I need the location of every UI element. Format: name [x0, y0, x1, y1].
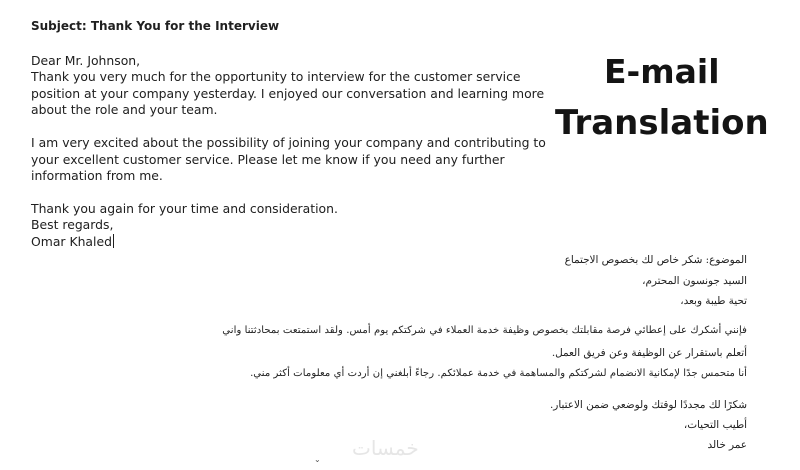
arabic-closing-line: شكرًا لك مجددًا لوقتك ولوضعي ضمن الاعتبار. — [550, 399, 747, 411]
arabic-salutation: تحية طيبة وبعد، — [680, 295, 747, 307]
email-subject: Subject: Thank You for the Interview — [31, 19, 280, 33]
watermark-logo: خمسات — [352, 436, 419, 460]
email-sign-off: Best regards, — [31, 217, 114, 232]
email-body-line: position at your company yesterday. I enjoyed our conversation and learning more — [31, 86, 545, 101]
arabic-signature: عمر خالد — [707, 439, 747, 451]
email-body-line: your excellent customer service. Please let me know if you need any further — [31, 152, 505, 167]
arabic-greeting: السيد جونسون المحترم، — [642, 275, 747, 287]
arabic-body-line: فإنني أشكرك على إعطائي فرصة مقابلتك بخصوص وظيفة خدمة العملاء في شركتكم يوم أمس. ولقد استمتعت بمحادثتنا واني — [222, 325, 747, 336]
text-cursor — [113, 234, 114, 248]
headline-line-1: E-mail — [604, 52, 720, 91]
email-body-line: Thank you very much for the opportunity to interview for the customer service — [31, 69, 521, 84]
email-greeting: Dear Mr. Johnson, — [31, 53, 141, 68]
arabic-body-line: أنا متحمس جدًا لإمكانية الانضمام لشركتكم والمساهمة في خدمة عملائكم. رجاءً أبلغني إن أردت أي معلومات أكثر مني. — [250, 368, 747, 379]
email-signature-name: Omar Khaled — [31, 234, 112, 249]
arabic-subject: الموضوع: شكر خاص لك بخصوص الاجتماع — [564, 254, 747, 266]
headline-line-2: Translation — [555, 103, 769, 143]
email-body-line: I am very excited about the possibility of joining your company and contributing to — [31, 135, 546, 150]
email-closing-line: Thank you again for your time and consideration. — [31, 201, 338, 216]
chevron-down-icon: ⌄ — [314, 455, 321, 464]
arabic-sign-off: أطيب التحيات، — [683, 419, 747, 431]
email-body-line: about the role and your team. — [31, 102, 218, 117]
email-signature — [31, 234, 114, 251]
email-body-line: information from me. — [31, 168, 163, 183]
arabic-body-line: أتعلم باستقرار عن الوظيفة وعن فريق العمل. — [551, 347, 747, 359]
